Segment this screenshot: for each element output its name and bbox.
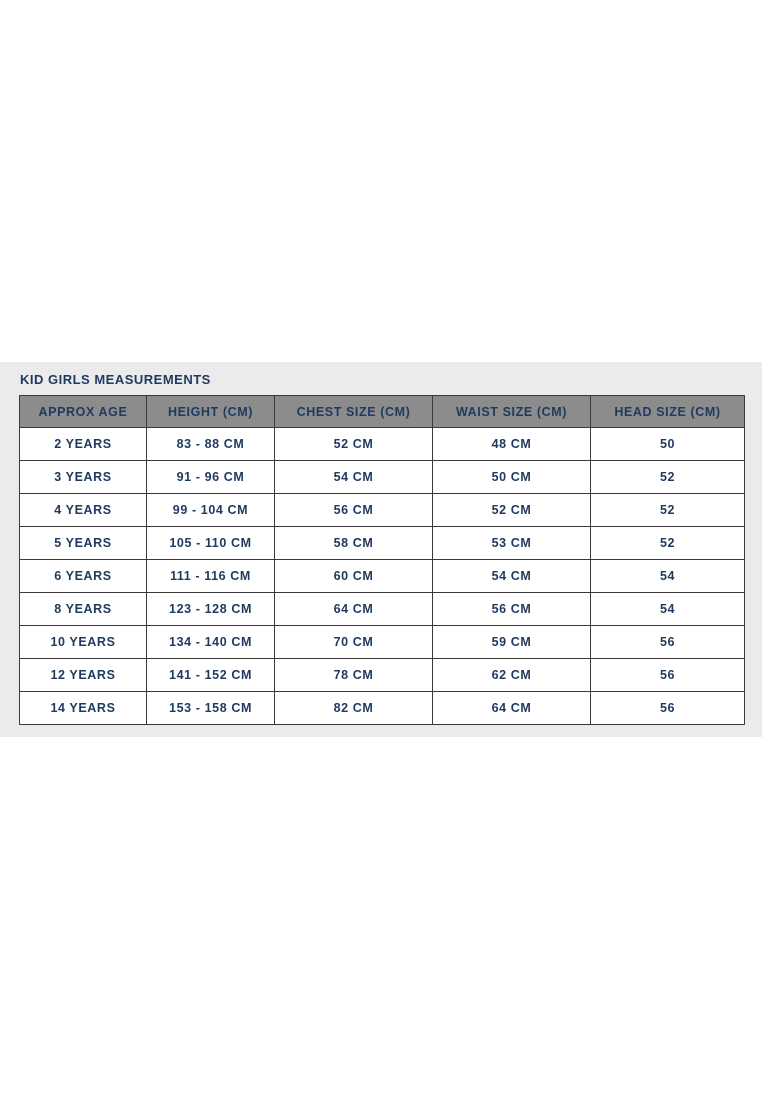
cell-waist: 59 CM [433, 626, 591, 659]
cell-head: 56 [591, 626, 745, 659]
cell-age: 14 YEARS [20, 692, 147, 725]
cell-chest: 60 CM [275, 560, 433, 593]
table-row [20, 692, 745, 725]
cell-waist: 52 CM [433, 494, 591, 527]
cell-head: 52 [591, 494, 745, 527]
cell-head: 56 [591, 659, 745, 692]
cell-head: 52 [591, 527, 745, 560]
cell-height: 153 - 158 CM [147, 692, 275, 725]
cell-age: 2 YEARS [20, 428, 147, 461]
cell-height: 105 - 110 CM [147, 527, 275, 560]
cell-waist: 62 CM [433, 659, 591, 692]
cell-age: 3 YEARS [20, 461, 147, 494]
cell-chest: 64 CM [275, 593, 433, 626]
table-title: KID GIRLS MEASUREMENTS [20, 372, 211, 387]
table-body [20, 428, 745, 725]
cell-height: 91 - 96 CM [147, 461, 275, 494]
cell-waist: 50 CM [433, 461, 591, 494]
cell-height: 83 - 88 CM [147, 428, 275, 461]
header-waist-size: WAIST SIZE (CM) [433, 396, 591, 428]
table-row [20, 560, 745, 593]
cell-chest: 54 CM [275, 461, 433, 494]
cell-age: 8 YEARS [20, 593, 147, 626]
cell-age: 10 YEARS [20, 626, 147, 659]
cell-head: 50 [591, 428, 745, 461]
cell-waist: 54 CM [433, 560, 591, 593]
table-row [20, 494, 745, 527]
measurements-panel [0, 362, 762, 737]
cell-age: 12 YEARS [20, 659, 147, 692]
cell-age: 5 YEARS [20, 527, 147, 560]
table-row [20, 626, 745, 659]
cell-height: 111 - 116 CM [147, 560, 275, 593]
cell-chest: 56 CM [275, 494, 433, 527]
table-row [20, 461, 745, 494]
header-approx-age: APPROX AGE [20, 396, 147, 428]
header-row [20, 396, 745, 428]
size-chart-table [19, 395, 745, 725]
header-height: HEIGHT (CM) [147, 396, 275, 428]
cell-head: 54 [591, 560, 745, 593]
table-row [20, 593, 745, 626]
cell-height: 134 - 140 CM [147, 626, 275, 659]
cell-head: 56 [591, 692, 745, 725]
cell-height: 123 - 128 CM [147, 593, 275, 626]
header-head-size: HEAD SIZE (CM) [591, 396, 745, 428]
cell-height: 141 - 152 CM [147, 659, 275, 692]
cell-chest: 78 CM [275, 659, 433, 692]
table-row [20, 527, 745, 560]
cell-chest: 58 CM [275, 527, 433, 560]
cell-height: 99 - 104 CM [147, 494, 275, 527]
cell-waist: 53 CM [433, 527, 591, 560]
cell-chest: 70 CM [275, 626, 433, 659]
header-chest-size: CHEST SIZE (CM) [275, 396, 433, 428]
cell-age: 4 YEARS [20, 494, 147, 527]
cell-head: 54 [591, 593, 745, 626]
table-row [20, 659, 745, 692]
cell-waist: 56 CM [433, 593, 591, 626]
cell-waist: 64 CM [433, 692, 591, 725]
cell-age: 6 YEARS [20, 560, 147, 593]
cell-chest: 82 CM [275, 692, 433, 725]
cell-head: 52 [591, 461, 745, 494]
cell-chest: 52 CM [275, 428, 433, 461]
cell-waist: 48 CM [433, 428, 591, 461]
table-row [20, 428, 745, 461]
